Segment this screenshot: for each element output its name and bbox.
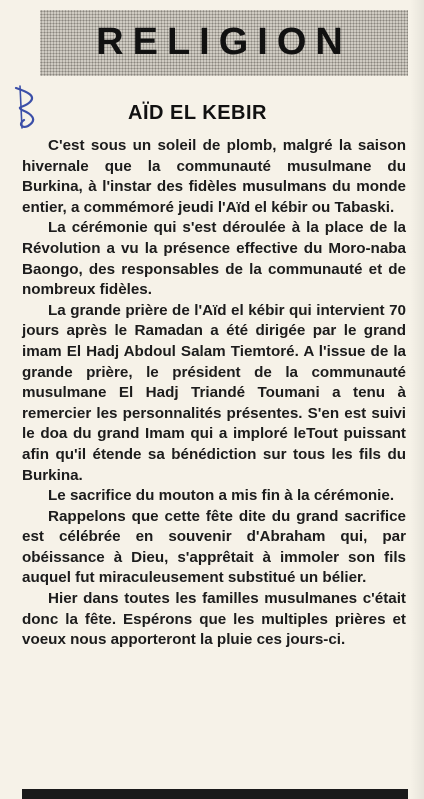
paragraph: Hier dans toutes les familles musulmanes c'était donc la fête. Espérons que les multiples prières et voeux nous apporteront la pluie ces jours-ci.	[22, 590, 406, 649]
section-title: RELIGION	[96, 21, 352, 63]
article-headline: AÏD EL KEBIR	[128, 102, 267, 124]
paragraph: Rappelons que cette fête dite du grand sacrifice est célébrée en souvenir d'Abraham qui, par obéissance à Dieu, s'apprêtait à immoler son fils auquel fut miraculeusement substitué un bélier.	[22, 507, 406, 587]
paper-edge-shadow	[410, 0, 424, 799]
paragraph: La grande prière de l'Aïd el kébir qui intervient 70 jours après le Ramadan a été dirigée par le grand imam El Hadj Abdoul Salam Tiemtoré. A l'issue de la grande prière, le président de la communauté musulmane El Hadj Triandé Toumani a tenu à remercier les personnalités présentes. S'en est suivi le doa du grand Imam qui a imploré leTout puissant afin qu'il étende sa bénédiction sur tous les fils du Burkina.	[22, 301, 406, 484]
paragraph: La cérémonie qui s'est déroulée à la place de la Révolution a vu la présence effective du Moro-naba Baongo, des responsables de la communauté et de nombreux fidèles.	[22, 219, 406, 299]
paragraph: C'est sous un soleil de plomb, malgré la saison hivernale que la communauté musulmane du Burkina, à l'instar des fidèles musulmans du monde entier, a commémoré jeudi l'Aïd el kébir ou Tabaski.	[22, 137, 406, 216]
pencil-mark-icon	[8, 82, 48, 132]
article-body	[22, 136, 406, 651]
paragraph: Le sacrifice du mouton a mis fin à la cérémonie.	[48, 487, 395, 505]
bottom-rule	[22, 789, 408, 799]
section-banner	[40, 10, 408, 76]
